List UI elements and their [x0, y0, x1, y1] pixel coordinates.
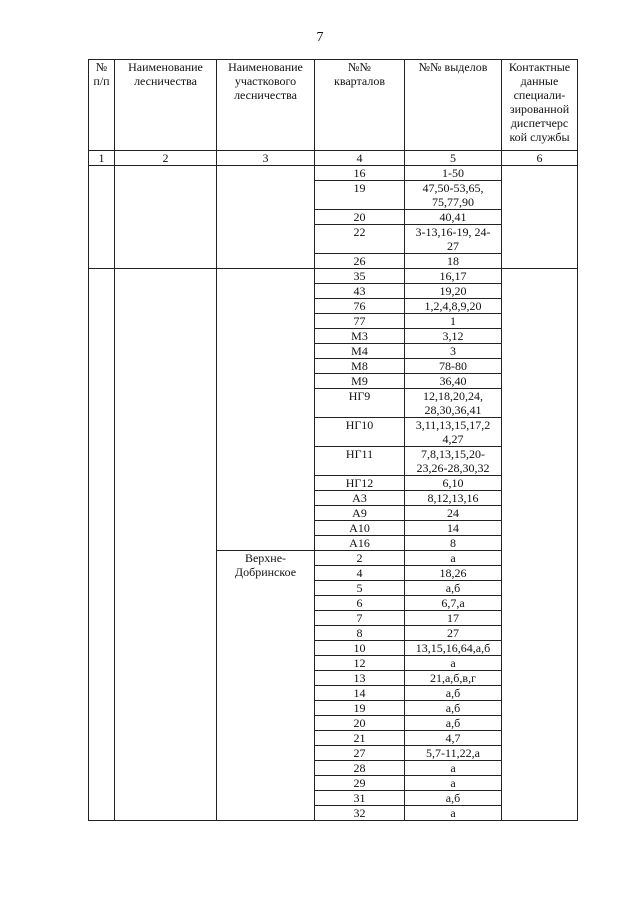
column-number: 3	[217, 151, 315, 166]
quarter-cell: 7	[315, 611, 405, 626]
header-contacts: Контактные данные специали- зированной диспетчерс кой службы	[502, 60, 578, 151]
allotment-cell: а	[405, 656, 502, 671]
quarter-cell: 2	[315, 551, 405, 566]
column-number-row	[89, 151, 578, 166]
quarter-cell: 4	[315, 566, 405, 581]
allotment-cell: 3,12	[405, 329, 502, 344]
allotment-cell: 1,2,4,8,9,20	[405, 299, 502, 314]
empty-cell	[115, 269, 217, 821]
quarter-cell: М8	[315, 359, 405, 374]
column-number: 6	[502, 151, 578, 166]
allotment-cell: 14	[405, 521, 502, 536]
empty-cell	[217, 269, 315, 551]
allotment-cell: 3,11,13,15,17,2 4,27	[405, 418, 502, 447]
allotment-cell: 6,7,а	[405, 596, 502, 611]
allotment-cell: 1-50	[405, 166, 502, 181]
column-number: 2	[115, 151, 217, 166]
allotment-cell: 6,10	[405, 476, 502, 491]
quarter-cell: 8	[315, 626, 405, 641]
quarter-cell: 32	[315, 806, 405, 821]
quarter-cell: А16	[315, 536, 405, 551]
quarter-cell: 6	[315, 596, 405, 611]
empty-cell	[89, 269, 115, 821]
allotment-cell: 40,41	[405, 210, 502, 225]
allotment-cell: а,б	[405, 716, 502, 731]
quarter-cell: НГ9	[315, 389, 405, 418]
allotment-cell: 24	[405, 506, 502, 521]
quarter-cell: А10	[315, 521, 405, 536]
subforestry-name: Верхне- Добринское	[217, 551, 315, 821]
allotment-cell: 1	[405, 314, 502, 329]
quarter-cell: 20	[315, 716, 405, 731]
empty-cell	[115, 166, 217, 269]
empty-cell	[502, 269, 578, 821]
quarter-cell: 29	[315, 776, 405, 791]
page-number: 7	[316, 30, 324, 45]
quarter-cell: 16	[315, 166, 405, 181]
allotment-cell: 78-80	[405, 359, 502, 374]
allotment-cell: а,б	[405, 791, 502, 806]
allotment-cell: 5,7-11,22,а	[405, 746, 502, 761]
quarter-cell: 77	[315, 314, 405, 329]
allotment-cell: а	[405, 761, 502, 776]
forestry-table	[88, 59, 578, 821]
quarter-cell: 20	[315, 210, 405, 225]
quarter-cell: М9	[315, 374, 405, 389]
quarter-cell: А9	[315, 506, 405, 521]
empty-cell	[217, 166, 315, 269]
allotment-cell: а	[405, 776, 502, 791]
allotment-cell: а	[405, 551, 502, 566]
allotment-cell: 12,18,20,24, 28,30,36,41	[405, 389, 502, 418]
quarter-cell: М3	[315, 329, 405, 344]
allotment-cell: 18	[405, 254, 502, 269]
table-body	[89, 166, 578, 821]
quarter-cell: НГ12	[315, 476, 405, 491]
allotment-cell: 7,8,13,15,20- 23,26-28,30,32	[405, 447, 502, 476]
allotment-cell: а,б	[405, 701, 502, 716]
quarter-cell: 28	[315, 761, 405, 776]
allotment-cell: 4,7	[405, 731, 502, 746]
empty-cell	[89, 166, 115, 269]
quarter-cell: 19	[315, 181, 405, 210]
empty-cell	[502, 166, 578, 269]
table-row	[89, 269, 578, 284]
quarter-cell: НГ11	[315, 447, 405, 476]
quarter-cell: НГ10	[315, 418, 405, 447]
allotment-cell: 17	[405, 611, 502, 626]
quarter-cell: 14	[315, 686, 405, 701]
allotment-cell: 3	[405, 344, 502, 359]
quarter-cell: 43	[315, 284, 405, 299]
allotment-cell: 16,17	[405, 269, 502, 284]
quarter-cell: 31	[315, 791, 405, 806]
allotment-cell: а,б	[405, 581, 502, 596]
quarter-cell: 13	[315, 671, 405, 686]
quarter-cell: 26	[315, 254, 405, 269]
table-row	[89, 166, 578, 181]
allotment-cell: 18,26	[405, 566, 502, 581]
quarter-cell: М4	[315, 344, 405, 359]
allotment-cell: 8	[405, 536, 502, 551]
quarter-cell: 35	[315, 269, 405, 284]
quarter-cell: 19	[315, 701, 405, 716]
quarter-cell: 27	[315, 746, 405, 761]
quarter-cell: А3	[315, 491, 405, 506]
allotment-cell: 47,50-53,65, 75,77,90	[405, 181, 502, 210]
allotment-cell: 8,12,13,16	[405, 491, 502, 506]
allotment-cell: 36,40	[405, 374, 502, 389]
allotment-cell: 13,15,16,64,а,б	[405, 641, 502, 656]
quarter-cell: 5	[315, 581, 405, 596]
allotment-cell: а	[405, 806, 502, 821]
header-number: № п/п	[89, 60, 115, 151]
quarter-cell: 12	[315, 656, 405, 671]
header-quarters: №№ кварталов	[315, 60, 405, 151]
allotment-cell: а,б	[405, 686, 502, 701]
header-allotments: №№ выделов	[405, 60, 502, 151]
column-number: 5	[405, 151, 502, 166]
allotment-cell: 27	[405, 626, 502, 641]
header-forestry: Наименование лесничества	[115, 60, 217, 151]
column-number: 1	[89, 151, 115, 166]
quarter-cell: 22	[315, 225, 405, 254]
column-number: 4	[315, 151, 405, 166]
allotment-cell: 21,а,б,в,г	[405, 671, 502, 686]
quarter-cell: 10	[315, 641, 405, 656]
quarter-cell: 76	[315, 299, 405, 314]
allotment-cell: 3-13,16-19, 24- 27	[405, 225, 502, 254]
allotment-cell: 19,20	[405, 284, 502, 299]
quarter-cell: 21	[315, 731, 405, 746]
header-subforestry: Наименование участкового лесничества	[217, 60, 315, 151]
header-row	[89, 60, 578, 151]
